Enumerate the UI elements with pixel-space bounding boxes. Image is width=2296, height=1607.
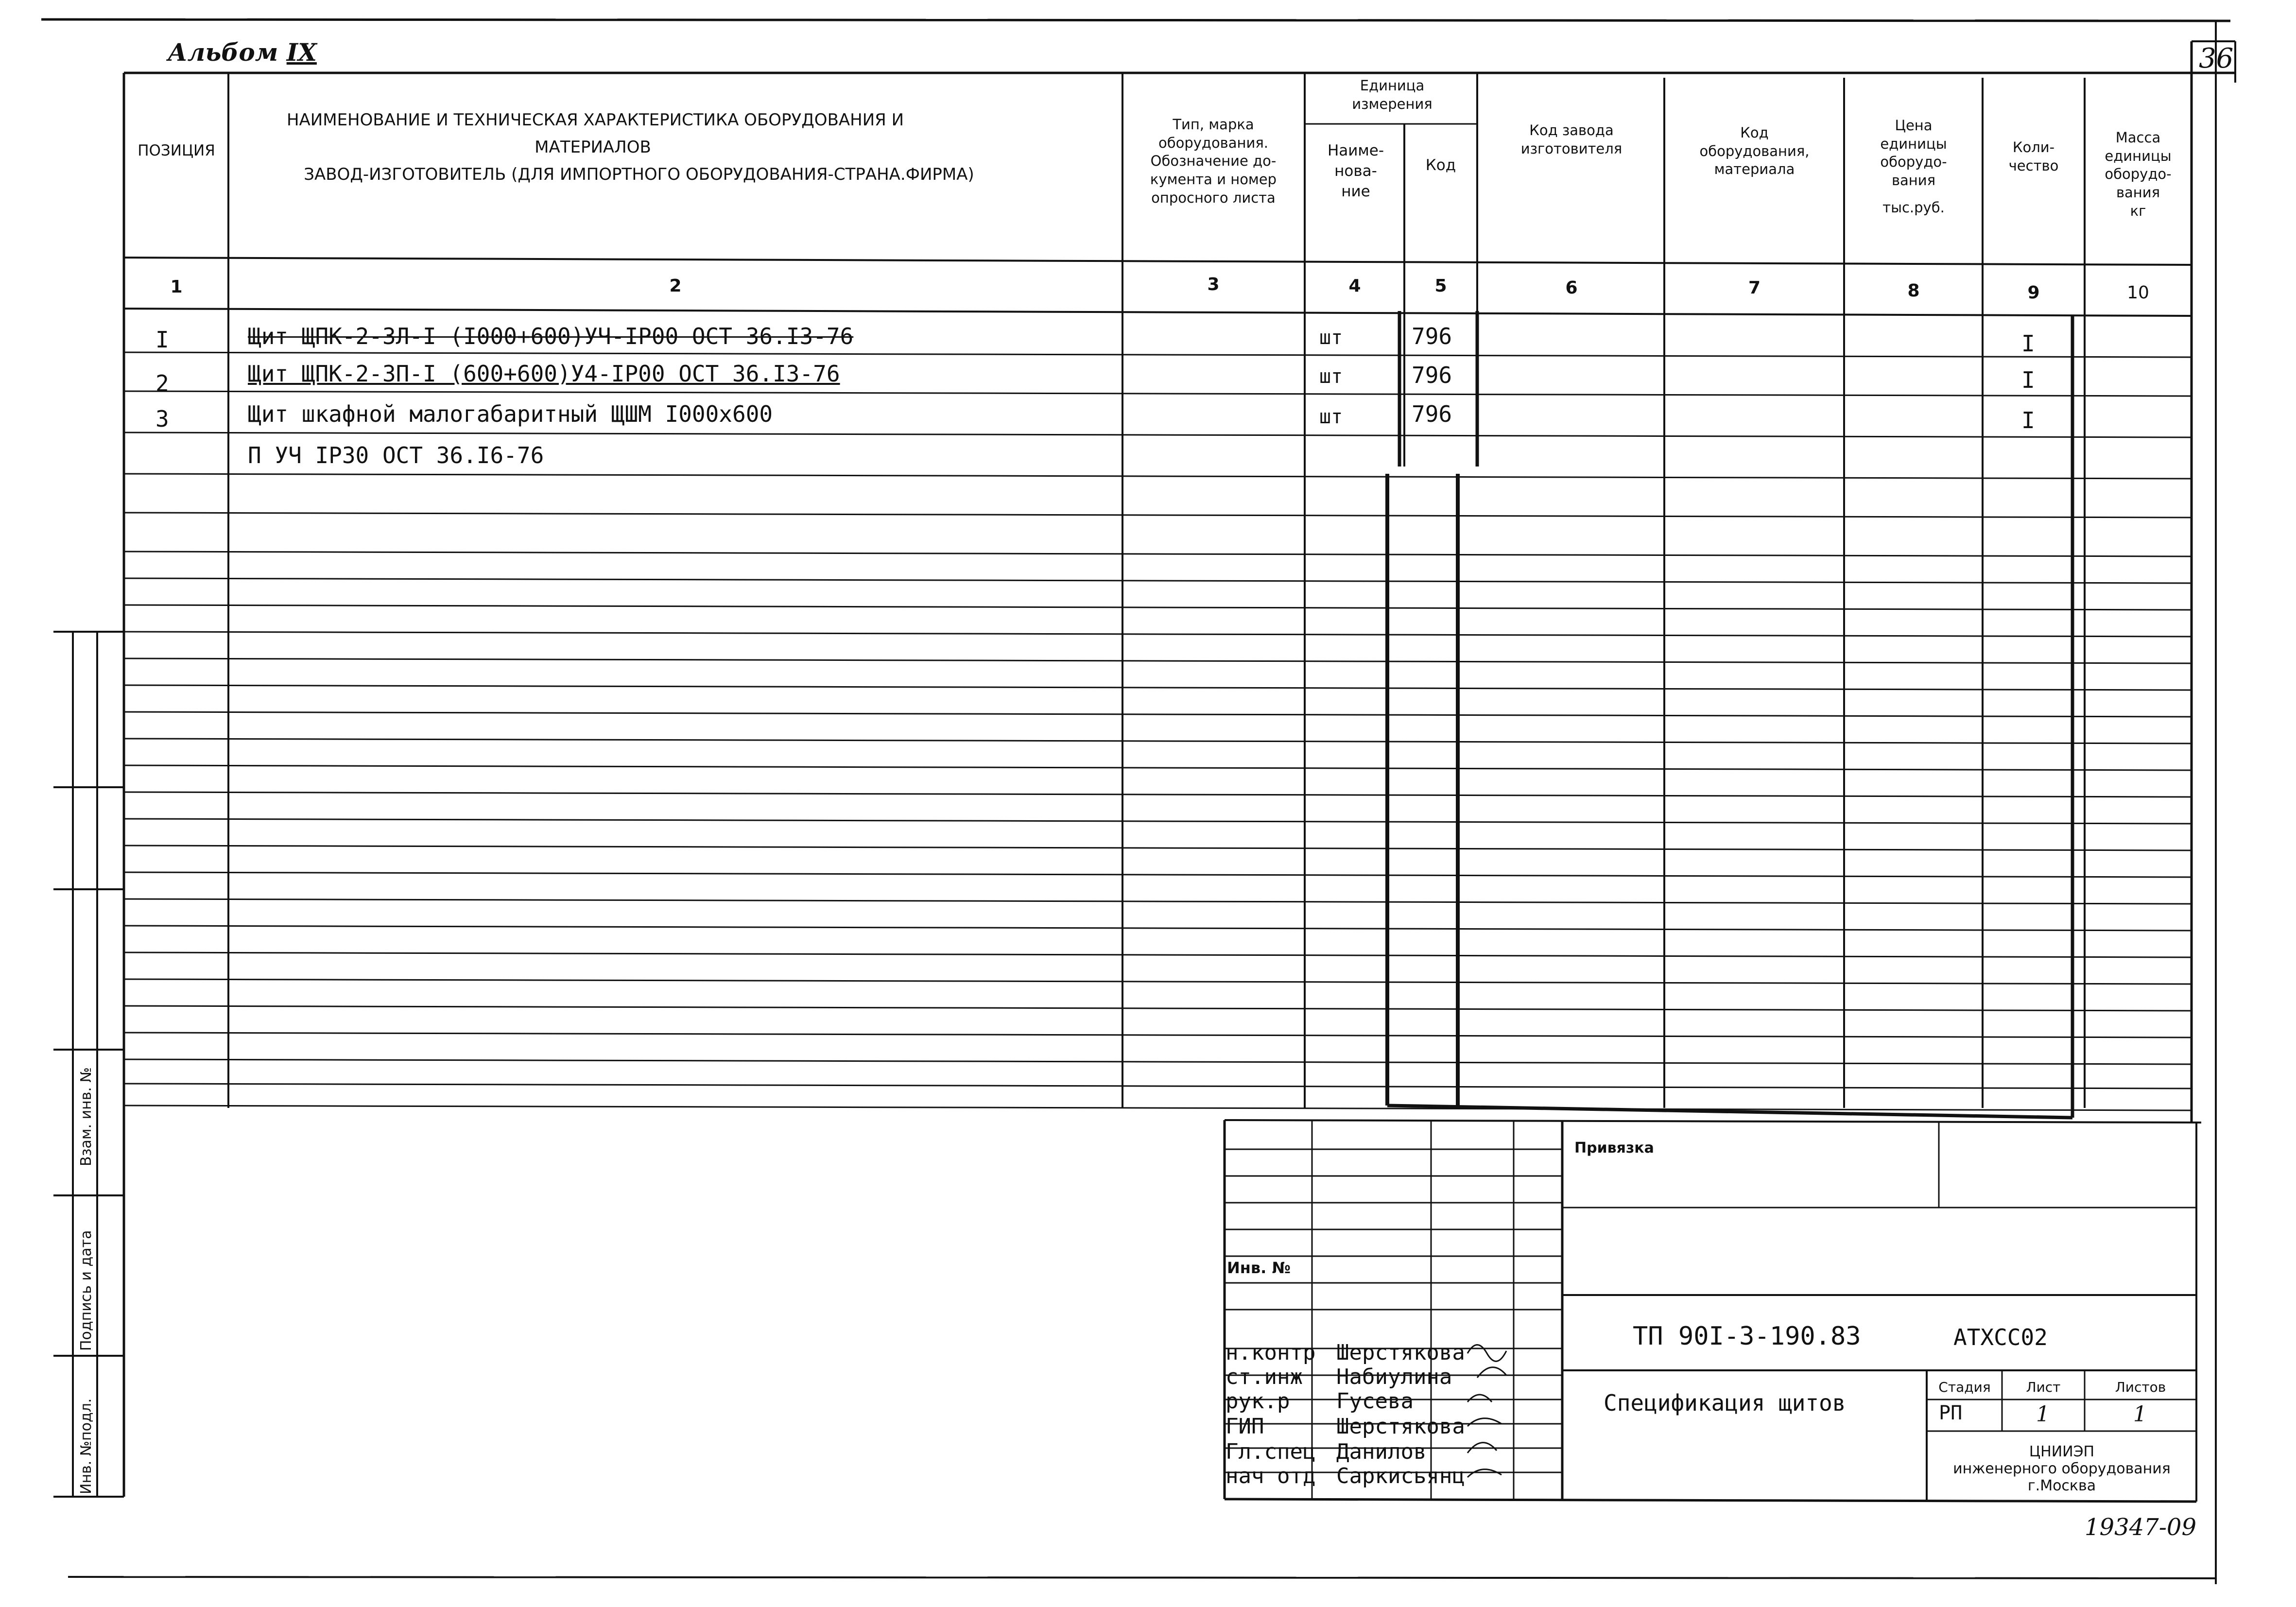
row-name: Щит ЩПК-2-3Л-I (I000+600)УЧ-IP00 ОСТ 36.I3-76 [248, 323, 854, 349]
signer-name: Шерстякова [1336, 1340, 1465, 1365]
col-header-type-l1: Тип, марка [1173, 116, 1254, 133]
col-header-mass-l1: Масса [2115, 129, 2161, 146]
col-header-price-l2: единицы [1880, 135, 1947, 152]
archive-number: 19347-09 [2085, 1514, 2196, 1541]
signer-role: ст.инж [1226, 1365, 1303, 1389]
col-header-unit-name-l3: ние [1341, 182, 1370, 200]
stamp-sheets-label: Листов [2115, 1379, 2166, 1395]
signer-name: Гусева [1336, 1389, 1414, 1414]
col-header-unit-group [1307, 77, 1477, 113]
stamp-org [1928, 1443, 2195, 1494]
col-number-3: 3 [1207, 275, 1220, 294]
stamp-sheet: 1 [2036, 1402, 2050, 1427]
col-number-4: 4 [1348, 276, 1361, 296]
col-header-price-l4: вания [1891, 172, 1936, 189]
col-header-equipment-code-l1: Код [1740, 124, 1769, 141]
signer-role: рук.р [1226, 1389, 1290, 1414]
stamp-stage: РП [1939, 1402, 1963, 1424]
side-label-vzam: Взам. инв. № [78, 1067, 95, 1166]
col-number-8: 8 [1907, 281, 1920, 301]
col-header-mass-l5: кг [2130, 202, 2146, 219]
row-position: I [155, 327, 169, 353]
col-header-equipment-code-l2: оборудования, [1699, 142, 1810, 159]
col-header-name-line2: МАТЕРИАЛОВ [535, 137, 651, 157]
row-unit: шт [1319, 365, 1343, 388]
row-code: 796 [1412, 401, 1452, 427]
stamp-doc-code: ТП 90I-3-190.83 [1633, 1322, 1861, 1351]
signer-role: н.контр [1226, 1340, 1316, 1365]
row-name: П УЧ IP30 ОСТ 36.I6-76 [248, 442, 544, 468]
row-quantity: I [2021, 367, 2035, 393]
row-position: 3 [155, 406, 169, 432]
stamp-doc-mark: АТХСС02 [1953, 1324, 2048, 1350]
col-number-6: 6 [1565, 278, 1578, 298]
col-number-1: 1 [170, 277, 183, 297]
stamp-stage-label: Стадия [1938, 1379, 1991, 1395]
signer-name: Данилов [1336, 1439, 1427, 1464]
col-number-5: 5 [1434, 276, 1447, 296]
col-header-factory-code [1480, 121, 1663, 158]
col-header-unit-name-l2: нова- [1334, 162, 1377, 180]
col-header-type-l5: опросного листа [1151, 189, 1276, 206]
stamp-org-line2: инженерного оборудования [1953, 1460, 2171, 1477]
col-header-type-l2: оборудования. [1158, 134, 1269, 151]
album-label [168, 38, 317, 67]
col-header-quantity-l1: Коли- [2012, 139, 2055, 156]
stamp-org-line3: г.Москва [2027, 1477, 2096, 1494]
col-header-mass-l3: оборудо- [2105, 166, 2172, 183]
row-unit: шт [1319, 327, 1343, 349]
col-number-10: 10 [2127, 283, 2149, 303]
stamp-sheets: 1 [2133, 1402, 2147, 1427]
signer-name: Шерстякова [1336, 1414, 1465, 1439]
signer-name: Саркисьянц [1336, 1464, 1465, 1488]
row-quantity: I [2021, 330, 2035, 357]
col-header-price-l1: Цена [1895, 117, 1933, 134]
col-header-price-l3: оборудо- [1880, 154, 1947, 171]
col-header-price [1846, 117, 1982, 217]
signer-role: ГИП [1226, 1414, 1264, 1439]
stamp-inv-label: Инв. № [1227, 1259, 1291, 1277]
row-position: 2 [155, 370, 169, 397]
col-number-9: 9 [2027, 283, 2040, 303]
row-quantity: I [2021, 407, 2035, 433]
col-header-type-l3: Обозначение до- [1150, 153, 1277, 170]
row-code: 796 [1412, 362, 1452, 388]
col-number-2: 2 [669, 276, 682, 296]
row-name: Щит шкафной малогабаритный ЩШМ I000х600 [248, 401, 773, 427]
col-header-name [233, 109, 1118, 186]
stamp-org-line1: ЦНИИЭП [2029, 1443, 2095, 1460]
col-header-name-line3: ЗАВОД-ИЗГОТОВИТЕЛЬ (ДЛЯ ИМПОРТНОГО ОБОРУДОВАНИЯ-СТРАНА.ФИРМА) [304, 164, 974, 184]
col-header-factory-code-l1: Код завода [1529, 122, 1614, 138]
col-header-factory-code-l2: изготовителя [1520, 140, 1623, 157]
col-header-price-l5: тыс.руб. [1882, 199, 1945, 216]
row-unit: шт [1319, 406, 1343, 428]
col-header-quantity-l2: чество [2008, 157, 2059, 174]
col-header-mass-l4: вания [2116, 184, 2160, 201]
stamp-privyazka: Привязка [1574, 1140, 1654, 1157]
col-header-unit-group-l2: измерения [1352, 95, 1433, 112]
signer-name: Набиулина [1336, 1365, 1452, 1389]
col-header-position: ПОЗИЦИЯ [138, 142, 215, 159]
side-label-inv: Инв. №подл. [78, 1398, 95, 1494]
col-number-7: 7 [1748, 278, 1761, 298]
col-header-unit-name-l1: Наиме- [1327, 142, 1384, 159]
col-header-quantity [1984, 138, 2084, 175]
album-label-text: Альбом [168, 38, 278, 67]
col-header-unit-group-l1: Единица [1360, 77, 1425, 94]
album-volume: IX [286, 38, 317, 67]
stamp-sheet-label: Лист [2026, 1379, 2061, 1395]
col-header-unit-code: Код [1425, 156, 1456, 174]
col-header-equipment-code-l3: материала [1714, 161, 1795, 178]
col-header-unit-name [1307, 141, 1404, 202]
col-header-mass [2086, 129, 2191, 220]
col-header-type [1123, 116, 1303, 207]
row-code: 796 [1412, 323, 1452, 349]
stamp-title: Спецификация щитов [1604, 1390, 1846, 1416]
page-number: 36 [2199, 43, 2234, 74]
col-header-type-l4: кумента и номер [1150, 171, 1277, 188]
signature-marks [1458, 1331, 1613, 1492]
row-name: Щит ЩПК-2-3П-I (600+600)У4-IP00 ОСТ 36.I3-76 [248, 361, 840, 387]
side-label-signature-date: Подпись и дата [78, 1230, 95, 1351]
col-header-equipment-code [1666, 124, 1843, 179]
col-header-name-line1: НАИМЕНОВАНИЕ И ТЕХНИЧЕСКАЯ ХАРАКТЕРИСТИКА ОБОРУДОВАНИЯ И [286, 110, 904, 130]
signer-role: Гл.спец [1226, 1439, 1316, 1464]
signer-role: нач отд [1226, 1464, 1316, 1488]
col-header-mass-l2: единицы [2105, 147, 2172, 164]
